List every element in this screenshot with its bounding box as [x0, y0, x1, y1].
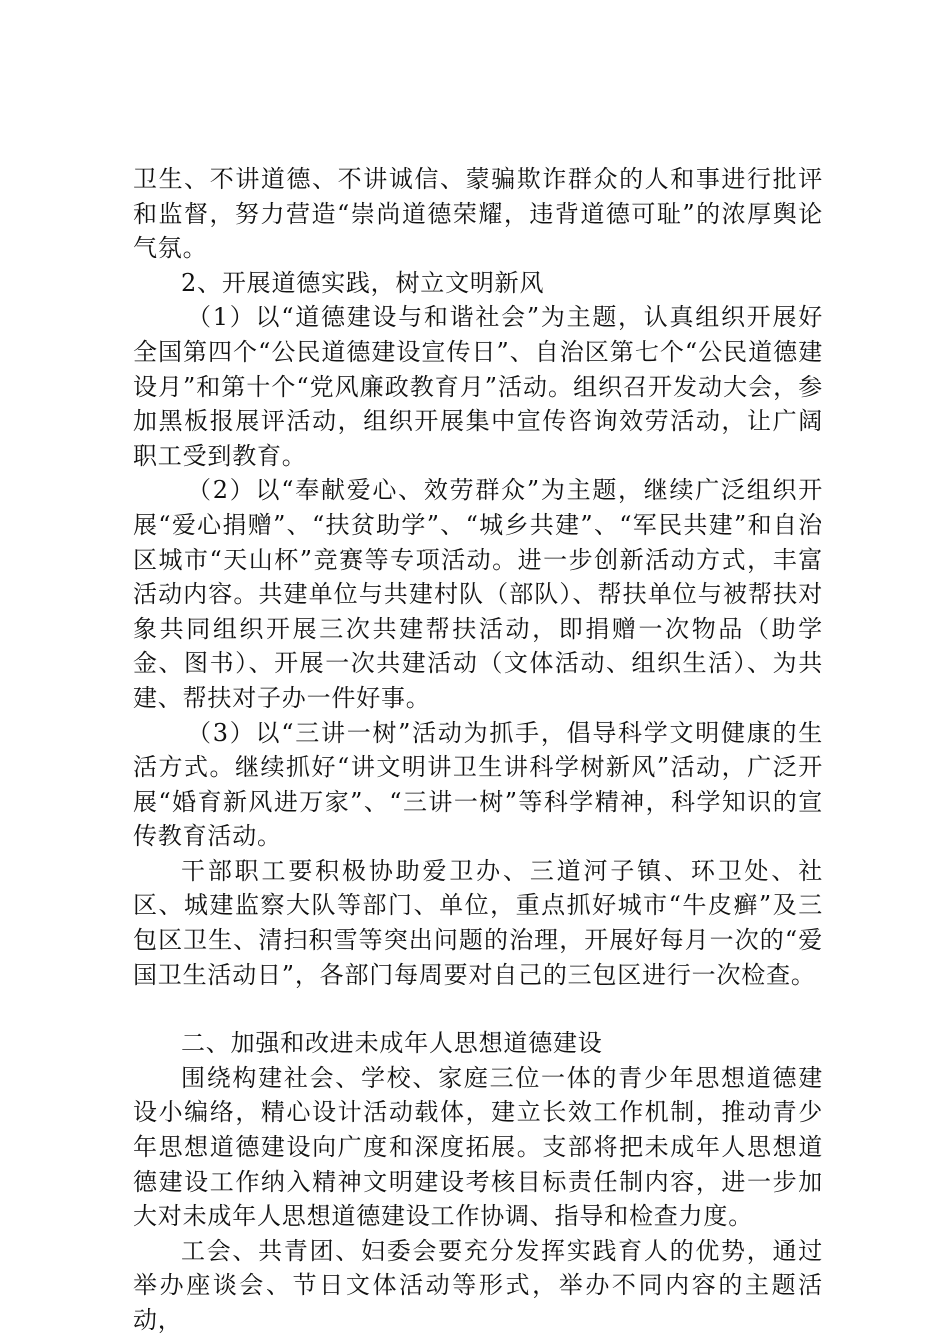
- section-heading-minors: 二、加强和改进未成年人思想道德建设: [181, 1029, 603, 1058]
- paragraph-continuation: 卫生、不讲道德、不讲诚信、蒙骗欺诈群众的人和事进行批评和监督，努力营造“崇尚道德荣耀，违背道德可耻”的浓厚舆论气氛。: [133, 165, 823, 263]
- paragraph-item-1: （1）以“道德建设与和谐社会”为主题，认真组织开展好全国第四个“公民道德建设宣传日”、自治区第七个“公民道德建设月”和第十个“党风廉政教育月”活动。组织召开发动大会，参加黑板报展评活动，组织开展集中宣传咨询效劳活动，让广阔职工受到教育。: [133, 303, 823, 470]
- subsection-heading-moral-practice: 2、开展道德实践，树立文明新风: [181, 268, 545, 297]
- paragraph-item-3: （3）以“三讲一树”活动为抓手，倡导科学文明健康的生活方式。继续抓好“讲文明讲卫生讲科学树新风”活动，广泛开展“婚育新风进万家”、“三讲一树”等科学精神，科学知识的宣传教育活动。: [133, 718, 823, 851]
- paragraph-item-2: （2）以“奉献爱心、效劳群众”为主题，继续广泛组织开展“爱心捐赠”、“扶贫助学”、“城乡共建”、“军民共建”和自治区城市“天山杯”竞赛等专项活动。进一步创新活动方式，丰富活动内容。共建单位与共建村队（部队）、帮扶单位与被帮扶对象共同组织开展三次共建帮扶活动，即捐赠一次物品（助学金、图书）、开展一次共建活动（文体活动、组织生活）、为共建、帮扶对子办一件好事。: [133, 476, 823, 712]
- document-body: [133, 162, 823, 1338]
- paragraph-union-activities: 工会、共青团、妇委会要充分发挥实践育人的优势，通过举办座谈会、节日文体活动等形式，举办不同内容的主题活动，: [133, 1236, 823, 1334]
- paragraph-minors-network: 围绕构建社会、学校、家庭三位一体的青少年思想道德建设小编络，精心设计活动载体，建立长效工作机制，推动青少年思想道德建设向广度和深度拓展。支部将把未成年人思想道德建设工作纳入精神文明建设考核目标责任制内容，进一步加大对未成年人思想道德建设工作协调、指导和检查力度。: [133, 1063, 823, 1231]
- paragraph-sanitation: 干部职工要积极协助爱卫办、三道河子镇、环卫处、社区、城建监察大队等部门、单位，重点抓好城市“牛皮癣”及三包区卫生、清扫积雪等突出问题的治理，开展好每月一次的“爱国卫生活动日”，各部门每周要对自己的三包区进行一次检查。: [133, 856, 823, 989]
